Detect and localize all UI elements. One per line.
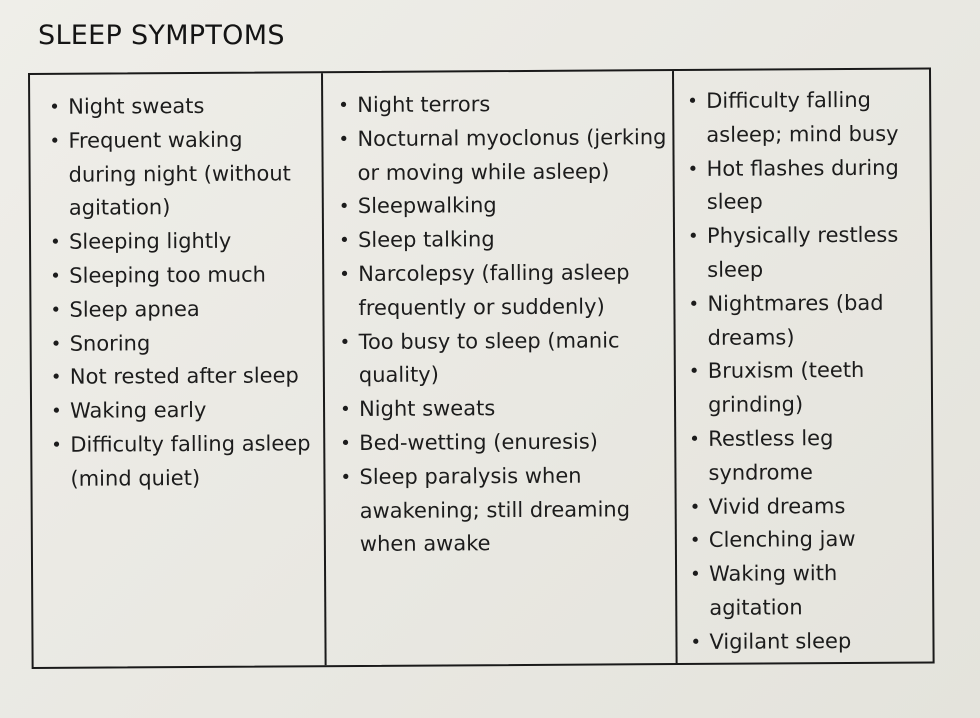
bullet-icon: • xyxy=(50,333,62,355)
bullet-icon: • xyxy=(51,434,62,456)
symptom-text: Sleeping too much xyxy=(69,262,267,288)
symptom-text: Restless leg syndrome xyxy=(708,426,834,485)
list-item xyxy=(337,121,666,191)
bullet-icon: • xyxy=(50,367,62,389)
bullet-icon: • xyxy=(689,496,701,518)
list-item xyxy=(50,360,317,395)
bullet-icon: • xyxy=(687,226,699,248)
list-item xyxy=(50,326,317,361)
symptom-text: Sleep talking xyxy=(357,227,495,253)
symptom-text: Night sweats xyxy=(358,396,496,422)
symptom-text: Difficulty falling asleep (mind quiet) xyxy=(70,431,311,491)
symptom-text: Frequent waking during night (without agitation) xyxy=(68,127,291,221)
bullet-icon: • xyxy=(688,361,700,383)
list-item xyxy=(686,84,921,153)
list-item xyxy=(689,624,924,659)
symptom-text: Physically restless sleep xyxy=(706,222,899,282)
symptom-text: Sleep apnea xyxy=(69,296,200,322)
symptom-text: Sleep paralysis when awakening; still dreaming when awake xyxy=(359,463,631,557)
symptom-list xyxy=(337,87,669,562)
bullet-icon: • xyxy=(339,264,350,286)
bullet-icon: • xyxy=(687,158,699,180)
bullet-icon: • xyxy=(50,265,61,287)
list-item xyxy=(688,422,923,491)
bullet-icon: • xyxy=(50,299,62,321)
symptoms-column-1 xyxy=(30,73,325,667)
list-item xyxy=(50,393,317,428)
list-item xyxy=(689,557,924,626)
symptom-text: Bed-wetting (enuresis) xyxy=(359,429,599,455)
bullet-icon: • xyxy=(51,400,62,423)
symptom-text: Not rested after sleep xyxy=(69,363,299,390)
symptom-text: Waking early xyxy=(69,398,207,423)
bullet-icon: • xyxy=(49,231,61,254)
bullet-icon: • xyxy=(689,428,700,450)
list-item xyxy=(48,89,315,124)
list-item xyxy=(48,123,316,226)
symptom-text: Sleeping lightly xyxy=(68,228,232,254)
list-item xyxy=(49,258,316,293)
bullet-icon: • xyxy=(340,466,352,488)
symptom-text: Narcolepsy (falling asleep frequently or suddenly) xyxy=(358,260,630,320)
symptom-text: Difficulty falling asleep; mind busy xyxy=(706,87,899,147)
list-item xyxy=(339,425,668,461)
symptoms-column-3 xyxy=(672,69,933,663)
list-item xyxy=(337,87,666,123)
symptom-text: Too busy to sleep (manic quality) xyxy=(358,327,620,388)
bullet-icon: • xyxy=(49,96,60,118)
symptom-text: Night sweats xyxy=(68,93,205,119)
bullet-icon: • xyxy=(338,95,349,117)
list-item xyxy=(49,292,316,327)
page-heading: SLEEP SYMPTOMS xyxy=(38,20,285,51)
bullet-icon: • xyxy=(338,128,350,150)
list-item xyxy=(339,324,668,394)
list-item xyxy=(338,256,667,326)
symptoms-table xyxy=(28,67,935,669)
list-item xyxy=(686,151,921,220)
symptom-text: Vivid dreams xyxy=(708,493,846,519)
list-item xyxy=(338,188,667,224)
symptom-text: Sleepwalking xyxy=(357,193,497,219)
list-item xyxy=(50,427,317,496)
list-item xyxy=(689,489,924,524)
list-item xyxy=(338,222,667,258)
symptom-text: Bruxism (teeth grinding) xyxy=(707,358,865,418)
bullet-icon: • xyxy=(339,399,351,421)
bullet-icon: • xyxy=(690,631,702,653)
bullet-icon: • xyxy=(339,331,351,353)
symptom-text: Night terrors xyxy=(357,92,491,117)
symptom-text: Nocturnal myoclonus (jerking or moving while asleep) xyxy=(357,124,667,185)
bullet-icon: • xyxy=(689,530,701,552)
bullet-icon: • xyxy=(338,230,350,252)
list-item xyxy=(49,224,316,259)
list-item xyxy=(339,459,669,562)
symptom-text: Vigilant sleep xyxy=(709,628,852,654)
list-item xyxy=(339,391,668,427)
symptom-list xyxy=(48,89,317,496)
list-item xyxy=(687,219,922,288)
symptom-text: Snoring xyxy=(69,330,151,356)
bullet-icon: • xyxy=(687,90,698,112)
list-item xyxy=(687,286,922,355)
bullet-icon: • xyxy=(690,564,701,586)
symptom-text: Hot flashes during sleep xyxy=(706,155,899,215)
symptom-list xyxy=(686,84,925,660)
bullet-icon: • xyxy=(688,293,700,315)
symptoms-column-2 xyxy=(321,71,676,665)
bullet-icon: • xyxy=(338,196,350,218)
bullet-icon: • xyxy=(340,433,351,455)
symptom-text: Clenching jaw xyxy=(708,527,856,553)
list-item xyxy=(689,523,924,558)
bullet-icon: • xyxy=(49,130,61,152)
symptom-text: Nightmares (bad dreams) xyxy=(707,290,884,350)
symptom-text: Waking with agitation xyxy=(708,561,838,620)
list-item xyxy=(688,354,923,423)
